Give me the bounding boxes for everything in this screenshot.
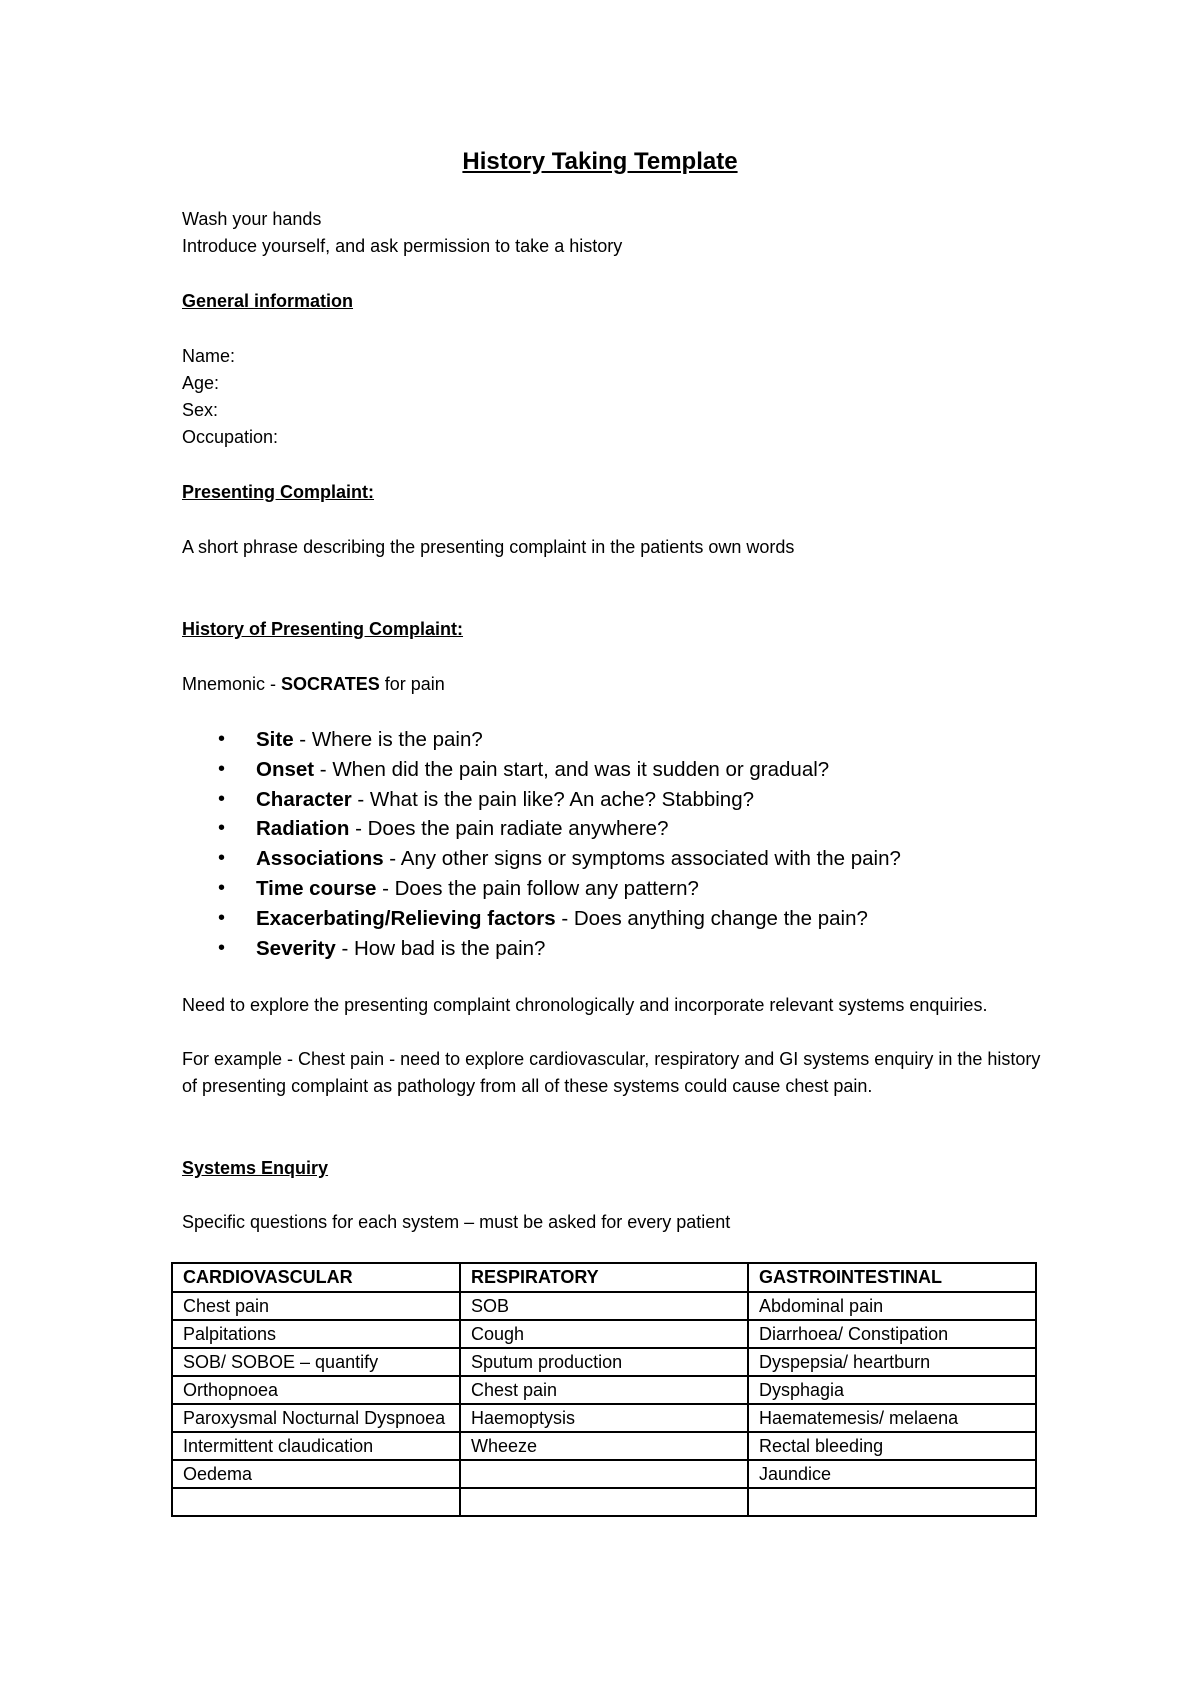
general-information-heading: General information — [182, 291, 354, 311]
mnemonic-word: SOCRATES — [281, 674, 380, 694]
table-cell: Haemoptysis — [460, 1404, 748, 1432]
column-header-gastrointestinal: GASTROINTESTINAL — [748, 1263, 1036, 1292]
socrates-list — [182, 725, 901, 963]
field-age: Age: — [182, 373, 220, 393]
intro-line-introduce: Introduce yourself, and ask permission to take a history — [182, 236, 623, 256]
list-item: • Site - Where is the pain? — [182, 725, 901, 755]
table-cell: SOB/ SOBOE – quantify — [172, 1348, 460, 1376]
hpc-paragraph-example: For example - Chest pain - need to explore cardiovascular, respiratory and GI systems enquiry in the history of presenting complaint as pathology from all of these systems could cause chest pain. — [182, 1049, 1041, 1096]
intro-line-wash: Wash your hands — [182, 209, 322, 229]
table-header-row — [172, 1263, 1036, 1292]
presenting-complaint-text: A short phrase describing the presenting complaint in the patients own words — [182, 537, 795, 557]
table-cell: Diarrhoea/ Constipation — [748, 1320, 1036, 1348]
table-row — [172, 1376, 1036, 1404]
table-cell: Dysphagia — [748, 1376, 1036, 1404]
table-row — [172, 1292, 1036, 1320]
table-cell: Paroxysmal Nocturnal Dyspnoea — [172, 1404, 460, 1432]
list-item: • Associations - Any other signs or symptoms associated with the pain? — [182, 844, 901, 874]
table-row — [172, 1348, 1036, 1376]
table-cell: Oedema — [172, 1460, 460, 1488]
column-header-cardiovascular: CARDIOVASCULAR — [172, 1263, 460, 1292]
table-cell: Rectal bleeding — [748, 1432, 1036, 1460]
systems-enquiry-text: Specific questions for each system – must be asked for every patient — [182, 1212, 731, 1232]
table-cell: SOB — [460, 1292, 748, 1320]
table-cell: Wheeze — [460, 1432, 748, 1460]
table-cell: Palpitations — [172, 1320, 460, 1348]
list-item: • Radiation - Does the pain radiate anywhere? — [182, 814, 901, 844]
list-item: • Time course - Does the pain follow any pattern? — [182, 874, 901, 904]
presenting-complaint-heading: Presenting Complaint: — [182, 482, 375, 502]
table-cell: Orthopnoea — [172, 1376, 460, 1404]
column-header-respiratory: RESPIRATORY — [460, 1263, 748, 1292]
table-row — [172, 1488, 1036, 1516]
table-cell: Haematemesis/ melaena — [748, 1404, 1036, 1432]
table-row — [172, 1404, 1036, 1432]
list-item: • Exacerbating/Relieving factors - Does anything change the pain? — [182, 904, 901, 934]
table-cell: Abdominal pain — [748, 1292, 1036, 1320]
table-cell: Chest pain — [172, 1292, 460, 1320]
table-cell — [172, 1488, 460, 1516]
table-cell: Chest pain — [460, 1376, 748, 1404]
table-cell: Cough — [460, 1320, 748, 1348]
list-item: • Severity - How bad is the pain? — [182, 934, 901, 964]
table-row — [172, 1432, 1036, 1460]
table-cell — [460, 1460, 748, 1488]
hpc-paragraph-chronological: Need to explore the presenting complaint chronologically and incorporate relevant systems enquiries. — [182, 995, 988, 1015]
field-occupation: Occupation: — [182, 427, 279, 447]
hpc-heading: History of Presenting Complaint: — [182, 619, 464, 639]
table-row — [172, 1460, 1036, 1488]
table-cell: Jaundice — [748, 1460, 1036, 1488]
table-cell — [748, 1488, 1036, 1516]
table-cell: Dyspepsia/ heartburn — [748, 1348, 1036, 1376]
list-item: • Character - What is the pain like? An ache? Stabbing? — [182, 785, 901, 815]
field-sex: Sex: — [182, 400, 219, 420]
list-item: • Onset - When did the pain start, and was it sudden or gradual? — [182, 755, 901, 785]
page-title: History Taking Template — [462, 148, 738, 175]
table-cell: Intermittent claudication — [172, 1432, 460, 1460]
mnemonic-line: Mnemonic - SOCRATES for pain — [182, 674, 445, 694]
table-cell — [460, 1488, 748, 1516]
table-row — [172, 1320, 1036, 1348]
table-cell: Sputum production — [460, 1348, 748, 1376]
systems-table — [171, 1262, 1037, 1517]
systems-enquiry-heading: Systems Enquiry — [182, 1158, 329, 1178]
field-name: Name: — [182, 346, 236, 366]
